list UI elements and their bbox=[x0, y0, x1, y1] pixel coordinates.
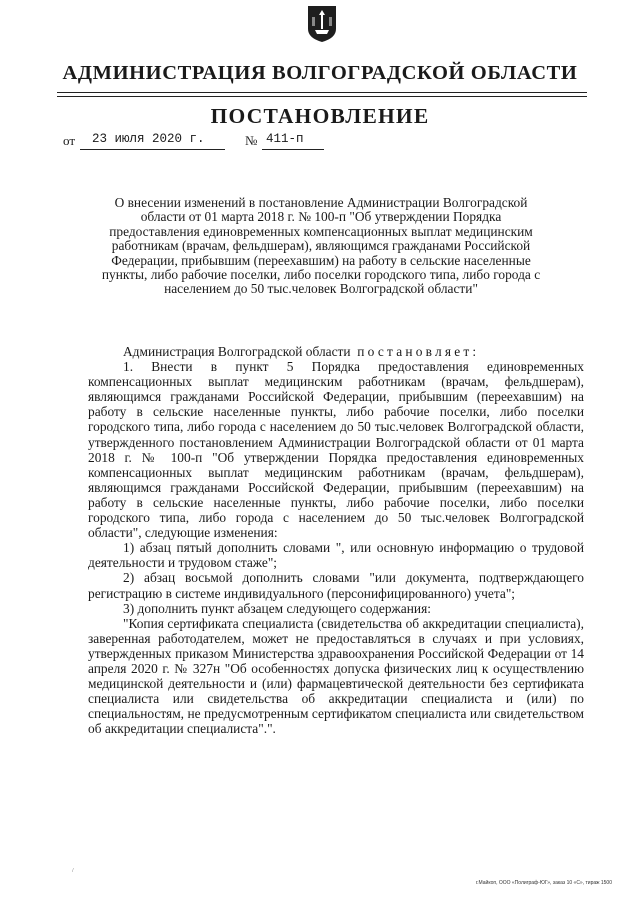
quoted-addition: "Копия сертификата специалиста (свидетельства об аккредитации специалиста), заверенная работодателем, может не предоставляться в случаях и при условиях, утвержденных приказом Министерства здравоохранения Российской Федерации от 14 апреля 2020 г. № 327н "Об особенностях допуска физических лиц к осуществлению медицинской деятельности и (или) фармацевтической деятельности без сертификата специалиста или свидетельства об аккредитации специалиста и (или) по специальностям, не предусмотренным сертификатом специалиста или свидетельством об аккредитации специалиста".". bbox=[88, 615, 584, 737]
preamble-action: постановляет: bbox=[357, 344, 480, 359]
document-number: 411-п bbox=[266, 132, 304, 146]
document-date: 23 июля 2020 г. bbox=[92, 132, 205, 146]
document-body bbox=[88, 344, 584, 736]
document-type: ПОСТАНОВЛЕНИЕ bbox=[210, 104, 430, 128]
header-rule-thin bbox=[57, 96, 587, 97]
organization-title: АДМИНИСТРАЦИЯ ВОЛГОГРАДСКОЙ ОБЛАСТИ bbox=[62, 62, 578, 84]
corner-mark: / bbox=[72, 868, 74, 874]
paragraph-1-item-2: 2) абзац восьмой дополнить словами "или документа, подтверждающего регистрацию в системе индивидуального (персонифицированного) учета"; bbox=[88, 570, 584, 601]
paragraph-1-item-3: 3) дополнить пункт абзацем следующего содержания: bbox=[123, 600, 431, 616]
date-prefix: от bbox=[63, 133, 76, 148]
preamble-org: Администрация Волгоградской области bbox=[123, 344, 351, 359]
number-prefix: № bbox=[245, 133, 258, 148]
paragraph-1: 1. Внести в пункт 5 Порядка предоставления единовременных компенсационных выплат медицинским работникам (врачам, фельдшерам), являющимся гражданами Российской Федерации, прибывшим (переехавшим) на работу в сельские населенные пункты, либо рабочие поселки, либо поселки городского типа, либо города с населением до 50 тыс.человек Волгоградской области, утвержденного постановлением Администрации Волгоградской области от 01 марта 2018 г. № 100-п "Об утверждении Порядка предоставления единовременных компенсационных выплат медицинским работникам (врачам, фельдшерам), являющимся гражданами Российской Федерации, прибывшим (переехавшим) на работу в сельские населенные пункты, либо рабочие поселки, либо поселки городского типа, либо города с населением до 50 тыс.человек Волгоградской области", следующие изменения: bbox=[88, 359, 584, 541]
preamble bbox=[88, 344, 584, 359]
number-underline bbox=[262, 149, 324, 150]
date-underline bbox=[80, 149, 225, 150]
paragraph-1-item-1: 1) абзац пятый дополнить словами ", или основную информацию о трудовой деятельности и трудовом стаже"; bbox=[88, 540, 584, 571]
volgograd-coat-of-arms-icon bbox=[307, 5, 337, 43]
header-rule-thick bbox=[57, 92, 587, 93]
printer-note: г.Майкоп, ООО «Полиграф-ЮГ», заказ 10 «С», тираж 1500 bbox=[475, 880, 612, 886]
document-subject: О внесении изменений в постановление Администрации Волгоградской области от 01 марта 2018 г. № 100-п "Об утверждении Порядка предоставления единовременных компенсационных выплат медицинским работникам (врачам, фельдшерам), являющимся гражданами Российской Федерации, прибывшим (переехавшим) на работу в сельские населенные пункты, либо рабочие поселки, либо поселки городского типа, либо города с населением до 50 тыс.человек Волгоградской области" bbox=[101, 195, 541, 297]
